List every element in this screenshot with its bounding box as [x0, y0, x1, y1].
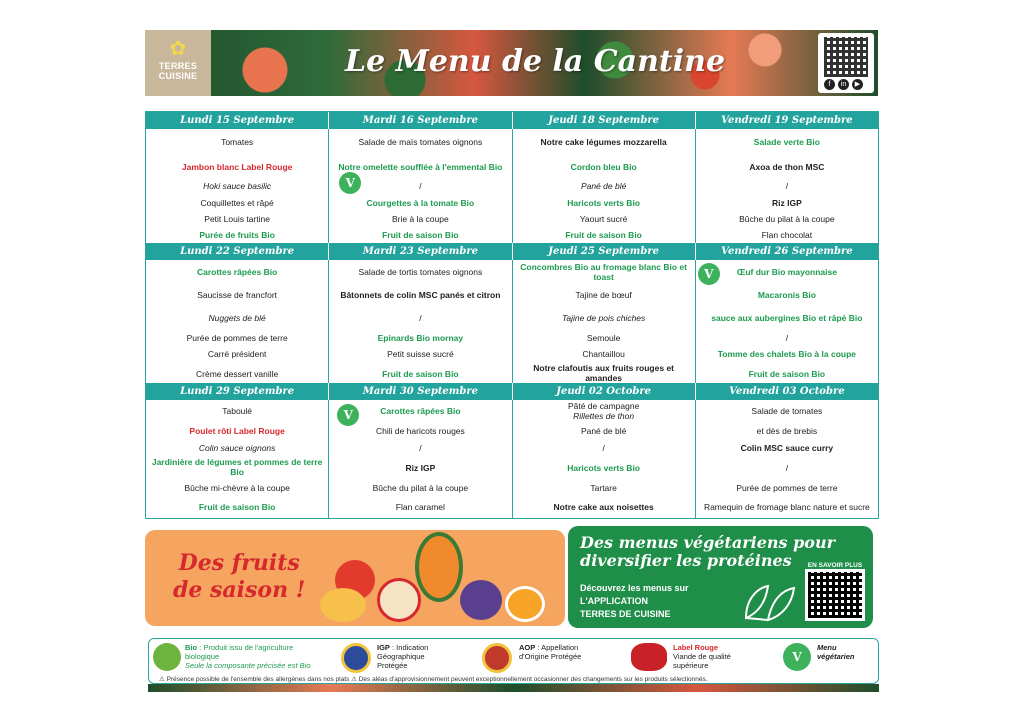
menu-table [145, 111, 879, 519]
menu-item-starter-alt: Rillettes de thon [573, 411, 635, 421]
day-header: Lundi 29 Septembre [146, 383, 329, 400]
day-header: Jeudi 25 Septembre [513, 243, 696, 260]
menu-item-dairy: Petit Louis tartine [204, 214, 270, 224]
menu-item-dessert: Fruit de saison Bio [382, 369, 459, 379]
header-qr-code[interactable] [818, 33, 874, 93]
menu-item-dairy: Bûche du pilat à la coupe [739, 214, 835, 224]
bio-icon [153, 643, 181, 671]
menu-item-dessert: Fruit de saison Bio [382, 230, 459, 240]
menu-item-side: Coquillettes et râpé [200, 198, 274, 208]
menu-item-starter: Salade de maïs tomates oignons [358, 137, 483, 147]
apple-half-icon [377, 578, 421, 622]
legend [148, 638, 879, 684]
day-header: Vendredi 26 Septembre [696, 243, 878, 260]
legend-aop-title: AOP [519, 643, 536, 652]
youtube-icon[interactable]: ▶ [852, 79, 863, 90]
menu-item-alternative: Colin sauce oignons [198, 443, 276, 453]
menu-item-main: Saucisse de francfort [197, 290, 278, 300]
veg-banner-subtitle [580, 582, 730, 621]
legend-igp [377, 643, 457, 670]
legend-bio-title: Bio [185, 643, 198, 652]
menu-item-starter-cont: et dès de brebis [756, 426, 818, 436]
menu-item-side: Haricots verts Bio [567, 198, 640, 208]
menu-item-main: Macaronis Bio [757, 290, 816, 300]
day-column [513, 129, 696, 243]
menu-item-dessert: Fruit de saison Bio [198, 502, 276, 512]
legend-disclaimer: ⚠ Présence possible de l'ensemble des allergènes dans nos plats ⚠ Des aléas d'approvisionnement peuvent exceptionnellement occasionner des changements sur les produits sélectionnés. [159, 676, 708, 683]
menu-item-starter: Notre cake légumes mozzarella [540, 137, 667, 147]
week-1-body [146, 129, 878, 243]
logo-text-cuisine: CUISINE [158, 71, 198, 81]
menu-item-alternative: / [785, 463, 789, 473]
leaf-icon [738, 580, 798, 624]
legend-bio-note: Seule la composante précisée est Bio [185, 661, 311, 670]
fruits-line-1: Des fruits [178, 550, 300, 576]
menu-item-starter: Salade de tomates [751, 406, 823, 416]
legend-bio-text: : Produit issu de l'agriculture biologique [185, 643, 294, 661]
menu-item-dessert: Flan caramel [395, 502, 445, 512]
day-column [513, 260, 696, 383]
day-header: Jeudi 02 Octobre [513, 383, 696, 400]
vegetarian-icon: V [337, 404, 359, 426]
label-rouge-icon [631, 643, 667, 671]
grapes-icon [460, 580, 502, 620]
legend-lr-title: Label Rouge [673, 643, 719, 652]
menu-item-side: / [785, 333, 789, 343]
veg-sub-line-1: Découvrez les menus sur [580, 583, 689, 593]
menu-item-dessert: Purée de fruits Bio [199, 230, 275, 240]
week-2-body [146, 260, 878, 383]
vegetarian-icon: V [698, 263, 720, 285]
legend-lr-text: Viande de qualité supérieure [673, 652, 731, 670]
fruits-line-2: de saison ! [173, 577, 306, 603]
day-column [696, 260, 878, 383]
menu-item-dairy: Tomme des chalets Bio à la coupe [717, 349, 856, 359]
logo-text-terres: TERRES [158, 61, 198, 71]
day-column [146, 400, 329, 518]
qr-label: EN SAVOIR PLUS [807, 562, 863, 569]
menu-item-side: Riz IGP [405, 463, 436, 473]
legend-veg: Menu végétarien [817, 643, 855, 661]
vegetarian-menus-banner [568, 526, 873, 628]
menu-item-starter: Carottes râpées Bio [196, 267, 278, 277]
vegetarian-icon: V [783, 643, 811, 671]
veg-qr-code[interactable] [805, 562, 865, 624]
menu-item-alternative: Tajine de pois chiches [561, 313, 646, 323]
menu-item-starter: Taboulé [222, 406, 253, 416]
day-column [329, 129, 512, 243]
legend-igp-text: : Indication Géographique Protégée [377, 643, 429, 670]
menu-item-main: Tajine de bœuf [575, 290, 632, 300]
menu-item-side: Riz IGP [771, 198, 802, 208]
menu-item-starter: Salade de tortis tomates oignons [358, 267, 483, 277]
week-3-body [146, 400, 878, 518]
menu-item-dairy: Chantaillou [582, 349, 625, 359]
menu-item-starter: Œuf dur Bio mayonnaise [736, 267, 837, 277]
veg-sub-line-3: TERRES DE CUISINE [580, 609, 671, 619]
seasonal-fruits-banner [145, 530, 565, 626]
legend-aop [519, 643, 599, 661]
day-column [146, 129, 329, 243]
menu-item-side: Haricots verts Bio [567, 463, 640, 473]
menu-item-alternative: Hoki sauce basilic [203, 181, 272, 191]
day-header: Mardi 16 Septembre [329, 112, 512, 129]
menu-item-side: Epinards Bio mornay [377, 333, 464, 343]
menu-item-dairy: Petit suisse sucré [387, 349, 454, 359]
menu-item-dairy: Bûche mi-chèvre à la coupe [184, 483, 290, 493]
qr-code-icon [805, 569, 865, 621]
fruits-banner-text [173, 550, 305, 604]
day-column [329, 260, 512, 383]
apricot-icon [320, 588, 366, 622]
menu-item-dairy: Bûche du pilat à la coupe [372, 483, 469, 493]
menu-item-dairy: Yaourt sucré [579, 214, 628, 224]
menu-item-dessert: Flan chocolat [761, 230, 813, 240]
menu-item-main: Bâtonnets de colin MSC panés et citron [340, 290, 501, 300]
igp-icon [341, 643, 371, 673]
legend-igp-title: IGP [377, 643, 390, 652]
week-1-header [146, 112, 878, 129]
day-column [146, 260, 329, 383]
day-header: Lundi 22 Septembre [146, 243, 329, 260]
linkedin-icon[interactable]: in [838, 79, 849, 90]
legend-label-rouge [673, 643, 763, 670]
day-column [329, 400, 512, 518]
menu-item-alternative: / [419, 443, 422, 453]
terres-de-cuisine-logo [145, 30, 211, 96]
vegetarian-icon: V [339, 172, 361, 194]
week-3-header [146, 383, 878, 400]
menu-item-alternative: / [419, 313, 422, 323]
day-header: Mardi 23 Septembre [329, 243, 512, 260]
menu-item-dairy: Carré président [207, 349, 267, 359]
menu-item-main: Colin MSC sauce curry [740, 443, 834, 453]
menu-item-dessert: Fruit de saison Bio [748, 369, 826, 379]
week-2-header [146, 243, 878, 260]
menu-item-dairy: Tartare [590, 483, 617, 493]
veg-sub-line-2: L'APPLICATION [580, 596, 648, 606]
facebook-icon[interactable]: f [824, 79, 835, 90]
aop-icon [482, 643, 512, 673]
menu-item-starter: Pâté de campagne [567, 401, 640, 411]
header-banner [145, 30, 878, 96]
menu-item-alternative: Pané de blé [580, 181, 627, 191]
page-title: Le Menu de la Cantine [345, 44, 726, 79]
menu-item-side: Purée de pommes de terre [736, 483, 838, 493]
menu-item-dessert: Notre clafoutis aux fruits rouges et amandes [533, 363, 674, 383]
menu-item-main: Chili de haricots rouges [375, 426, 465, 436]
menu-item-side: Semoule [586, 333, 621, 343]
day-header: Jeudi 18 Septembre [513, 112, 696, 129]
menu-item-alternative: sauce aux aubergines Bio et râpé Bio [711, 313, 863, 323]
menu-item-main: Axoa de thon MSC [749, 162, 825, 172]
veg-banner-title: Des menus végétariens pour diversifier les protéines [580, 533, 836, 570]
menu-item-starter: Tomates [221, 137, 254, 147]
decorative-strip [148, 684, 879, 692]
day-column [696, 400, 878, 518]
day-column [513, 400, 696, 518]
menu-item-starter: Carottes râpées Bio [380, 406, 461, 416]
menu-item-main: Jambon blanc Label Rouge [181, 162, 293, 172]
day-column [696, 129, 878, 243]
menu-item-alternative: Nuggets de blé [208, 313, 266, 323]
menu-item-main: Pané de blé [580, 426, 627, 436]
menu-item-starter: Salade verte Bio [753, 137, 820, 147]
menu-item-side: Jardinière de légumes et pommes de terre Bio [151, 457, 323, 477]
day-header: Vendredi 03 Octobre [696, 383, 878, 400]
day-header: Lundi 15 Septembre [146, 112, 329, 129]
bird-icon: ✿ [169, 38, 187, 60]
menu-item-dessert: Ramequin de fromage blanc nature et sucre [703, 502, 870, 512]
menu-item-main: Poulet rôti Label Rouge [189, 426, 285, 436]
papaya-icon [415, 532, 463, 602]
menu-item-main: Notre omelette soufflée à l'emmental Bio [338, 162, 503, 172]
orange-icon [505, 586, 545, 622]
menu-item-dairy: Brie à la coupe [392, 214, 449, 224]
menu-item-side: Courgettes à la tomate Bio [366, 198, 475, 208]
menu-item-dessert: Notre cake aux noisettes [553, 502, 654, 512]
menu-item-main: Cordon bleu Bio [570, 162, 637, 172]
menu-item-alternative: / [785, 181, 789, 191]
menu-item-alternative: / [602, 443, 605, 453]
legend-aop-text: : Appellation d'Origine Protégée [519, 643, 582, 661]
menu-item-dessert: Crème dessert vanille [196, 369, 279, 379]
menu-item-starter: Concombres Bio au fromage blanc Bio et toast [520, 262, 687, 282]
day-header: Mardi 30 Septembre [329, 383, 512, 400]
qr-code-icon [824, 37, 868, 77]
legend-bio [185, 643, 325, 670]
menu-item-dessert: Fruit de saison Bio [565, 230, 642, 240]
menu-item-alternative: / [419, 181, 422, 191]
menu-item-side: Purée de pommes de terre [186, 333, 288, 343]
day-header: Vendredi 19 Septembre [696, 112, 878, 129]
